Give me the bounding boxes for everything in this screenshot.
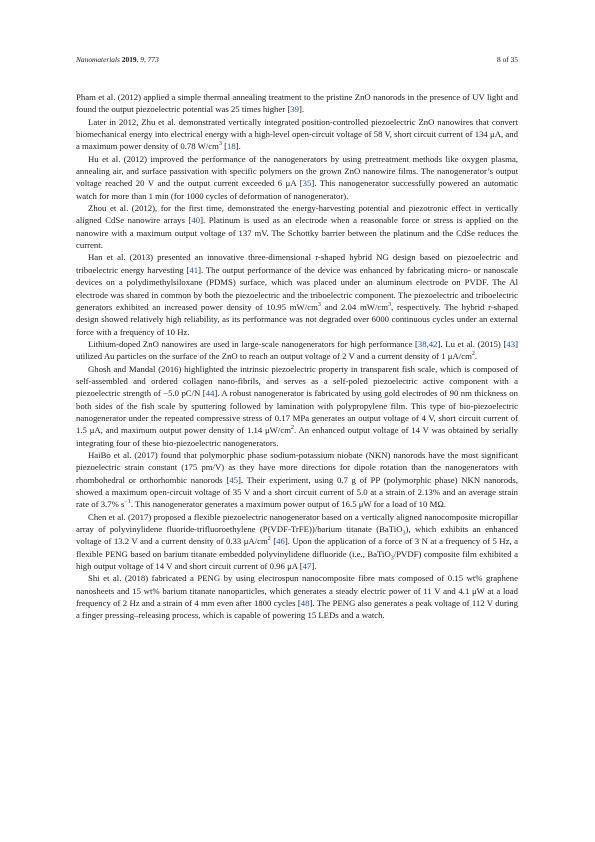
superscript: −1 <box>124 499 131 506</box>
text-run: HaiBo et al. (2017) found that polymorphic phase sodium-potassium niobate (NKN) nanorods have the most significant piezoelectric strain constant (175 pm/V) as they have more directions for dipole rotation than the nanogenerators with rhombohedral or orthorhombic nanorods [ <box>76 449 518 485</box>
text-run: Hu et al. (2012) improved the performance of the nanogenerators by using pretreatment methods like oxygen plasma, annealing air, and surface passivation with specific polymers on the grown ZnO nanowire films. The nanogenerator’s output voltage reached 20 V and the output current exceeded 6 μA [ <box>76 153 518 189</box>
text-run: Ghosh and Mandal (2016) highlighted the intrinsic piezoelectric property in transparent fish scale, which is composed of self-assembled and ordered collagen nano-fibrils, and serves as a self-poled piezoelectric active component with a piezoelectric strength of −5.0 pC/N [ <box>76 363 518 399</box>
text-run: ]. Lu et al. (2015) [ <box>437 338 507 349</box>
text-run: and 2.04 mW/cm <box>320 301 389 312</box>
text-run: . An enhanced output voltage of 14 V was obtained by serially integrating four of these bio-piezoelectric nanogenerators. <box>76 425 518 448</box>
text-run: Lithium-doped ZnO nanowires are used in large-scale nanogenerators for high performance [ <box>88 338 418 349</box>
superscript: 3 <box>218 141 222 148</box>
citation-link[interactable]: 46 <box>276 536 285 547</box>
text-run: [ <box>270 536 277 547</box>
body-paragraph <box>76 202 518 251</box>
text-run: [ <box>221 141 228 152</box>
superscript: 3 <box>317 301 321 308</box>
citation-link[interactable]: 41 <box>189 264 199 275</box>
body-paragraph <box>76 572 518 621</box>
page-number: 8 of 35 <box>497 55 518 64</box>
body-paragraph <box>76 338 518 363</box>
text-run: ]. This nanogenerator successfully powered an automatic watch for more than 1 min (for 1000 cycles of deformation of nanogenerator). <box>76 178 518 201</box>
journal-volume: 9 <box>140 55 144 64</box>
text-run: ]. The output performance of the device was enhanced by fabricating micro- or nanoscale devices on a polydimethylsiloxane (PDMS) surface, which was placed under an aluminum electrode on PVDF. The Al electrode was shared in common by both the piezoelectric and the triboelectric component. The piezoelectric and triboelectric generators exhibited an increased power density of 10.95 mW/cm <box>76 264 518 312</box>
text-run: ]. A robust nanogenerator is fabricated by using gold electrodes of 90 nm thickness on both sides of the fish scale by sputtering followed by lamination with polypropylene film. This type of bio-piezoelectric nanogenerator under the repeated compressive stress of 0.17 MPa generates an output voltage of 4 V, short circuit current of 1.5 μA, and maximum output power density of 1.14 μW/cm <box>76 388 518 436</box>
text-run: ]. <box>299 104 305 115</box>
body-paragraph <box>76 91 518 116</box>
body-paragraph <box>76 363 518 449</box>
running-header <box>76 55 518 67</box>
citation-link[interactable]: 47 <box>302 561 312 572</box>
citation-link[interactable]: 44 <box>205 388 215 399</box>
subscript: 3 <box>402 530 406 537</box>
body-paragraph <box>76 449 518 511</box>
text-run: . <box>474 351 478 362</box>
text-run: ]. Platinum is used as an electrode when a reasonable force or stress is applied on the nanowire with a maximum output voltage of 137 mV. The Schottky barrier between the platinum and the CdSe reduces the current. <box>76 215 518 251</box>
journal-name: Nanomaterials <box>76 55 120 64</box>
citation-link[interactable]: 45 <box>229 474 239 485</box>
text-run: Later in 2012, Zhu et al. demonstrated vertically integrated position-controlled piezoelectric ZnO nanowires that convert biomechanical energy into electrical energy with a high-level open-circuit voltage of 58 V, short circuit current of 134 μA, and a maximum power density of 0.78 W/cm <box>76 116 518 152</box>
body-paragraph <box>76 251 518 337</box>
text-run: Pham et al. (2012) applied a simple thermal annealing treatment to the pristine ZnO nanorods in the presence of UV light and found the output piezoelectric potential was 25 times higher [ <box>76 92 518 115</box>
text-run: ]. Their experiment, using 0.7 g of PP (polymorphic phase) NKN nanorods, showed a maximum open-circuit voltage of 35 V and a short circuit current of 5.0 at a strain of 2.13% and an average strain rate of 3.7% s <box>76 474 518 510</box>
text-run: , respectively. The hybrid r-shaped design showed relatively high reliability, as its performance was not degraded over 6000 continuous cycles under an external force with a frequency of 10 Hz. <box>76 301 518 337</box>
text-run: . This nanogenerator generates a maximum power output of 16.5 μW for a load of 10 MΩ. <box>130 499 446 510</box>
superscript: 2 <box>267 536 271 543</box>
body-paragraph <box>76 511 518 573</box>
citation-link[interactable]: 35 <box>302 178 312 189</box>
citation-link[interactable]: 38,42 <box>417 338 438 349</box>
citation-link[interactable]: 40 <box>191 215 201 226</box>
text-run: Zhou et al. (2012), for the first time, demonstrated the energy-harvesting potential and piezotronic effect in vertically aligned CdSe nanowire arrays [ <box>76 203 518 226</box>
text-run: Chen et al. (2017) proposed a flexible piezoelectric nanogenerator based on a vertically aligned nanocomposite micropillar array of polyvinylidene fluoride-trifluoroethylene (P(VDF-TrFE))/barium titanate (BaTiO <box>76 511 518 535</box>
journal-year: 2019 <box>121 55 137 64</box>
text-run: ] utilized Au particles on the surface of the ZnO to reach an output voltage of 2 V and a current density of 1 μA/cm <box>76 338 518 362</box>
citation-link[interactable]: 48 <box>300 598 310 609</box>
journal-citation: Nanomaterials 2019, 9, 773 <box>76 55 159 64</box>
citation-link[interactable]: 18 <box>227 141 236 152</box>
superscript: 2 <box>471 351 475 358</box>
text-run: ]. Upon the application of a force of 3 N at a frequency of 5 Hz, a flexible PENG based on barium titanate embedded polyvinylidene difluoride (i.e., BaTiO <box>76 536 518 559</box>
superscript: 3 <box>388 301 392 308</box>
citation-link[interactable]: 43 <box>506 338 516 349</box>
superscript: 2 <box>291 425 294 432</box>
text-run: Han et al. (2013) presented an innovative three-dimensional r-shaped hybrid NG design based on piezoelectric and triboelectric energy harvesting [ <box>76 252 518 275</box>
citation-link[interactable]: 39 <box>290 104 299 115</box>
text-run: ]. <box>311 561 317 572</box>
text-run: Shi et al. (2018) fabricated a PENG by using electrospun nanocomposite fibre mats composed of 0.15 wt% graphene nanosheets and 15 wt% barium titanate nanoparticles, which generates a steady electric power of 11 V and 4.1 μW at a load frequency of 2 Hz and a strain of 4 mm even after 1800 cycles [ <box>76 573 518 609</box>
text-run: /PVDF) composite film exhibited a high output voltage of 14 V and short circuit current of 0.96 μA [ <box>76 548 518 572</box>
body-paragraph <box>76 116 518 153</box>
text-run: ), which exhibits an enhanced voltage of 13.2 V and a current density of 0.33 μA/cm <box>76 524 518 547</box>
article-body <box>76 91 518 622</box>
subscript: 3 <box>390 555 394 562</box>
body-paragraph <box>76 153 518 202</box>
text-run: ]. <box>235 141 241 152</box>
text-run: ]. The PENG also generates a peak voltage of 112 V during a finger pressing–releasing process, which is capable of powering 15 LEDs and a watch. <box>76 598 518 621</box>
article-number: 773 <box>147 55 159 64</box>
